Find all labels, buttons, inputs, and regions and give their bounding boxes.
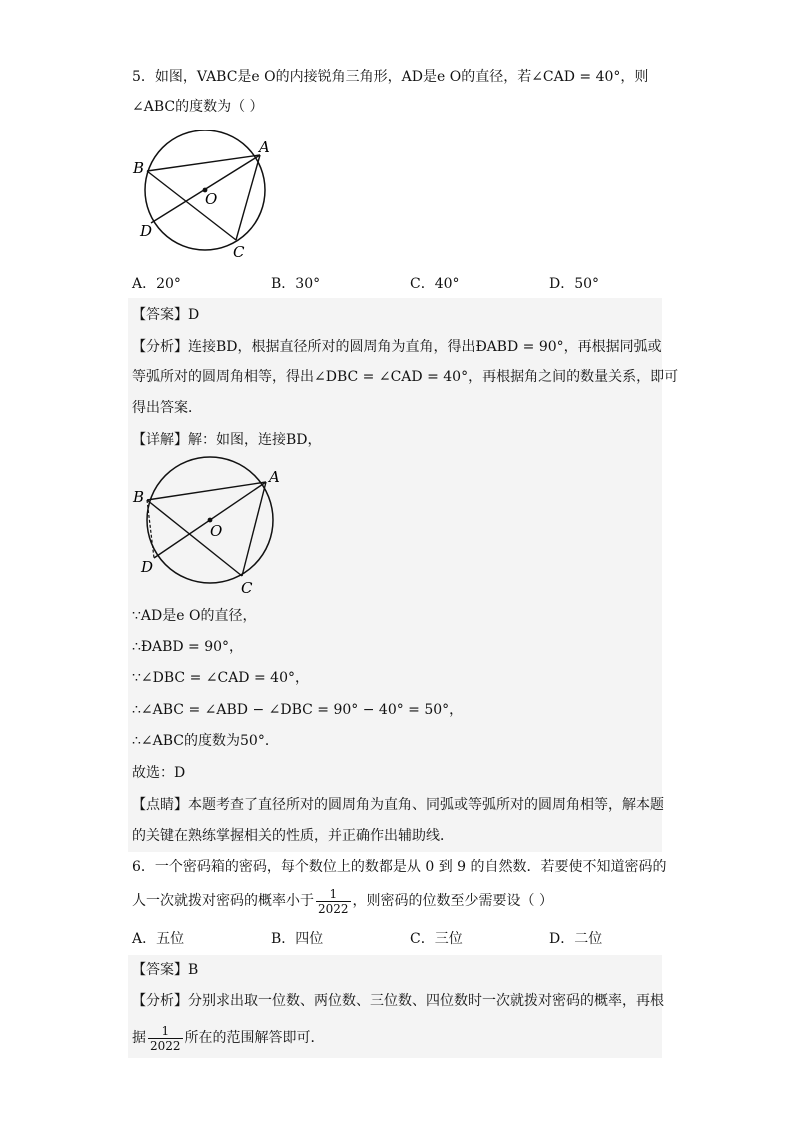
q6-option-a: A．五位 [132,931,185,947]
q6-option-c: C．三位 [410,931,463,947]
q5-step-3: ∵∠DBC = ∠CAD = 40°， [132,670,309,686]
q6-answer: 【答案】B [132,962,199,978]
q5-stem-line1: 5．如图，VABC是e O的内接锐角三角形，AD是e O的直径，若∠CAD = 40°，则 [132,69,649,85]
q5-step-4: ∴∠ABC = ∠ABD − ∠DBC = 90° − 40° = 50°， [132,702,464,718]
q5-analysis-line1: 【分析】连接BD，根据直径所对的圆周角为直角，得出ÐABD = 90°，再根据同弧或 [132,339,662,355]
q5-label-a: A [259,138,270,156]
q5-option-a: A．20° [132,276,181,292]
q5-option-b: B．30° [271,276,321,292]
q6-analysis-fraction [148,1024,183,1053]
q5-label-d: D [140,222,153,240]
q5-step-5: ∴∠ABC的度数为50°． [132,733,279,749]
q5-comment-line2: 的关键在熟练掌握相关的性质，并正确作出辅助线． [132,828,454,844]
q5-detail-label-c: C [241,579,253,597]
q6-analysis-fraction-numerator: 1 [148,1024,183,1039]
q5-option-c: C．40° [410,276,460,292]
q6-analysis-line1: 【分析】分别求出取一位数、两位数、三位数、四位数时一次就拨对密码的概率，再根 [132,993,664,1009]
q5-analysis-line2: 等弧所对的圆周角相等，得出∠DBC = ∠CAD = 40°，再根据角之间的数量关系，即可 [132,369,679,385]
q6-stem-line1: 6．一个密码箱的密码，每个数位上的数都是从 0 到 9 的自然数．若要使不知道密码的 [132,859,667,875]
q5-detail-label-o: O [210,522,223,540]
q6-stem-line2-after: ，则密码的位数至少需要设（ ） [352,893,553,909]
q5-detail-figure [128,455,288,598]
q6-analysis-line2 [132,1020,325,1056]
q5-analysis-line3: 得出答案． [132,400,202,416]
q5-detail-side-bc [147,500,242,576]
q5-step-1: ∵AD是e O的直径， [132,608,257,624]
q6-option-b: B．四位 [271,931,324,947]
q6-analysis-line2-before: 据 [132,1030,146,1046]
q6-analysis-line2-after: 所在的范围解答即可． [184,1030,325,1046]
q6-stem-line2-before: 人一次就拨对密码的概率小于 [132,893,314,909]
q6-fraction-denominator: 2022 [318,901,349,916]
q5-choice: 故选：D [132,765,186,781]
q5-stem-line2: ∠ABC的度数为（ ） [132,99,264,115]
q6-fraction [316,887,351,916]
q5-step-2: ∴ÐABD = 90°， [132,639,244,655]
q6-option-d: D．二位 [549,931,603,947]
q5-detail-label-a: A [269,468,280,486]
q5-comment-line1: 【点睛】本题考查了直径所对的圆周角为直角、同弧或等弧所对的圆周角相等，解本题 [132,797,664,813]
q5-label-o: O [205,190,218,208]
q5-answer: 【答案】D [132,307,200,323]
q5-detail-side-ba [147,482,266,500]
q5-option-d: D．50° [549,276,600,292]
q6-analysis-fraction-denominator: 2022 [150,1038,181,1053]
q5-detail-intro: 【详解】解：如图，连接BD， [132,432,322,448]
q5-figure [128,130,288,262]
q6-fraction-numerator: 1 [316,887,351,902]
q5-label-c: C [233,243,245,261]
q5-detail-label-b: B [133,488,145,506]
q5-detail-label-d: D [141,558,154,576]
q6-stem-line2 [132,883,553,919]
q5-side-ba [147,155,260,171]
q5-label-b: B [133,159,145,177]
